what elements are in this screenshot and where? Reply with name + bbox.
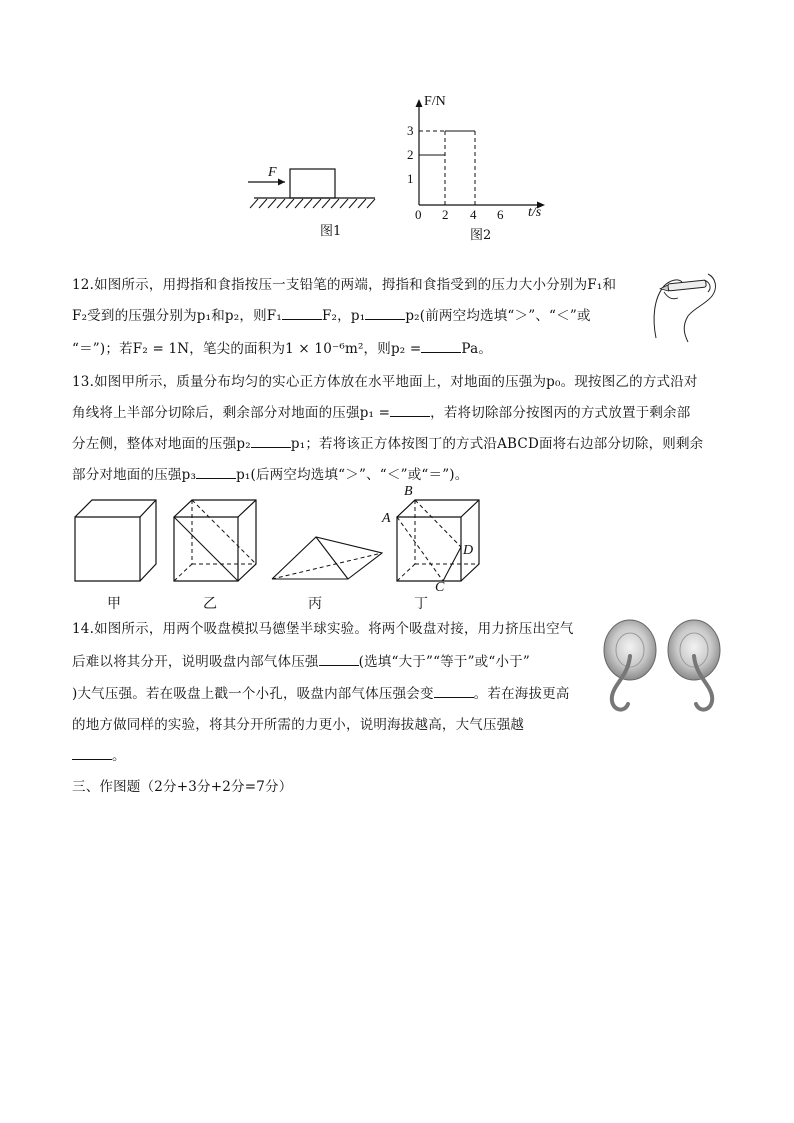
q13-line4: 部分对地面的压强p₃ p₁(后两空均选填“＞”、“＜”或“＝”)。 — [72, 467, 469, 483]
q13-blank-2[interactable] — [251, 435, 291, 448]
q14-line1: 14.如图所示，用两个吸盘模拟马德堡半球实验。将两个吸盘对接，用力挤压出空气 — [72, 621, 574, 637]
caption-bing: 丙 — [308, 596, 322, 612]
point-label-d: D — [463, 543, 474, 558]
fig2-caption: 图2 — [470, 228, 492, 243]
q12-line1: 12.如图所示，用拇指和食指按压一支铅笔的两端，拇指和食指受到的压力大小分别为F₁和 — [72, 277, 617, 293]
fig2-ytick-3: 3 — [407, 123, 414, 138]
q13-line1: 13.如图甲所示，质量分布均匀的实心正方体放在水平地面上，对地面的压强为p₀。现按图乙的方式沿对 — [72, 374, 698, 390]
q14-blank-1[interactable] — [319, 653, 359, 666]
fig2-ytick-1: 1 — [407, 171, 414, 186]
fig2-xtick-6: 6 — [497, 207, 504, 222]
figure-cube-jia — [72, 497, 162, 585]
q12-line2: F₂受到的压强分别为p₁和p₂，则F₁ F₂，p₁ p₂(前两空均选填“＞”、“＜”或 — [72, 308, 591, 324]
section-3-title: 三、作图题（2分+3分+2分=7分） — [72, 779, 293, 795]
q14-line2: 后难以将其分开，说明吸盘内部气体压强 (选填“大于”“等于”或“小于” — [72, 654, 530, 670]
fig2-xtick-0: 0 — [415, 207, 422, 222]
q12-blank-1[interactable] — [282, 307, 322, 320]
q14-line5: 。 — [72, 744, 126, 764]
fig1-caption: 图1 — [320, 224, 342, 239]
caption-ding: 丁 — [414, 596, 428, 612]
q14-blank-2[interactable] — [434, 685, 474, 698]
q12-blank-3[interactable] — [421, 340, 461, 353]
fig2-ylabel: F/N — [424, 94, 446, 109]
q13-line2: 角线将上半部分切除后，剩余部分对地面的压强p₁ = ，若将切除部分按图丙的方式放置于剩余部 — [72, 405, 691, 421]
fig2-xtick-4: 4 — [470, 207, 477, 222]
q14-blank-3[interactable] — [72, 747, 112, 760]
fig2-xlabel: t/s — [528, 205, 542, 220]
fig1-force-label: F — [268, 165, 277, 180]
caption-yi: 乙 — [203, 596, 217, 612]
point-label-c: C — [435, 580, 445, 595]
point-label-a: A — [382, 511, 391, 526]
point-label-b: B — [404, 484, 413, 499]
q13-blank-3[interactable] — [196, 466, 236, 479]
q13-line3: 分左侧，整体对地面的压强p₂ p₁；若将该正方体按图丁的方式沿ABCD面将右边部分切除，则剩余 — [72, 436, 704, 452]
fig2-xtick-2: 2 — [442, 207, 449, 222]
suction-cups-image — [598, 616, 728, 720]
hand-pressing-pencil-image — [648, 268, 720, 344]
figure-cube-yi — [170, 497, 270, 585]
figure-cube-ding — [393, 497, 488, 585]
figure-1 — [240, 160, 390, 242]
fig2-ytick-2: 2 — [407, 147, 414, 162]
q14-line3: )大气压强。若在吸盘上戳一个小孔，吸盘内部气体压强会变 。若在海拔更高 — [72, 686, 570, 702]
figure-wedge-bing — [268, 517, 383, 583]
q12-line3: “＝”)；若F₂ = 1N，笔尖的面积为1 × 10⁻⁶m²，则p₂ = Pa。 — [72, 341, 493, 357]
q12-blank-2[interactable] — [365, 307, 405, 320]
q14-line4: 的地方做同样的实验，将其分开所需的力更小，说明海拔越高，大气压强越 — [72, 717, 525, 733]
q13-blank-1[interactable] — [390, 404, 430, 417]
caption-jia: 甲 — [107, 596, 121, 612]
